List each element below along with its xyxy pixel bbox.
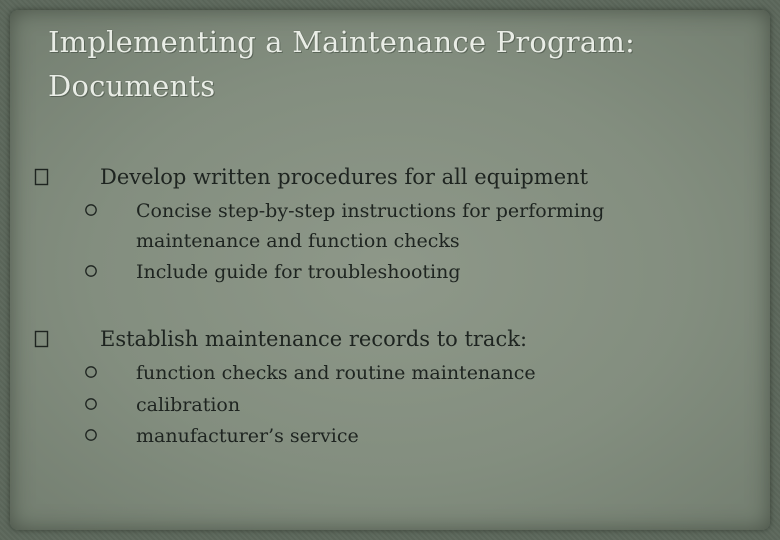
sub-bullet-text: manufacturer’s service (136, 425, 359, 447)
square-box-icon (34, 329, 50, 347)
sub-bullet-text: function checks and routine maintenance (136, 362, 536, 384)
sub-bullet-text: Include guide for troubleshooting (136, 261, 461, 283)
hollow-circle-icon (84, 362, 98, 376)
sub-bullet-text: calibration (136, 394, 241, 416)
bullet-text: Develop written procedures for all equipment (100, 165, 589, 189)
hollow-circle-icon (84, 261, 98, 275)
bullet-text: Establish maintenance records to track: (100, 327, 528, 351)
slide-title: Implementing a Maintenance Program: Documents (48, 25, 636, 103)
hollow-circle-icon (84, 425, 98, 439)
hollow-circle-icon (84, 394, 98, 408)
sub-bullet-text: Concise step-by-step instructions for performing maintenance and function checks (136, 200, 605, 252)
square-box-icon (34, 167, 50, 185)
hollow-circle-icon (84, 200, 98, 214)
